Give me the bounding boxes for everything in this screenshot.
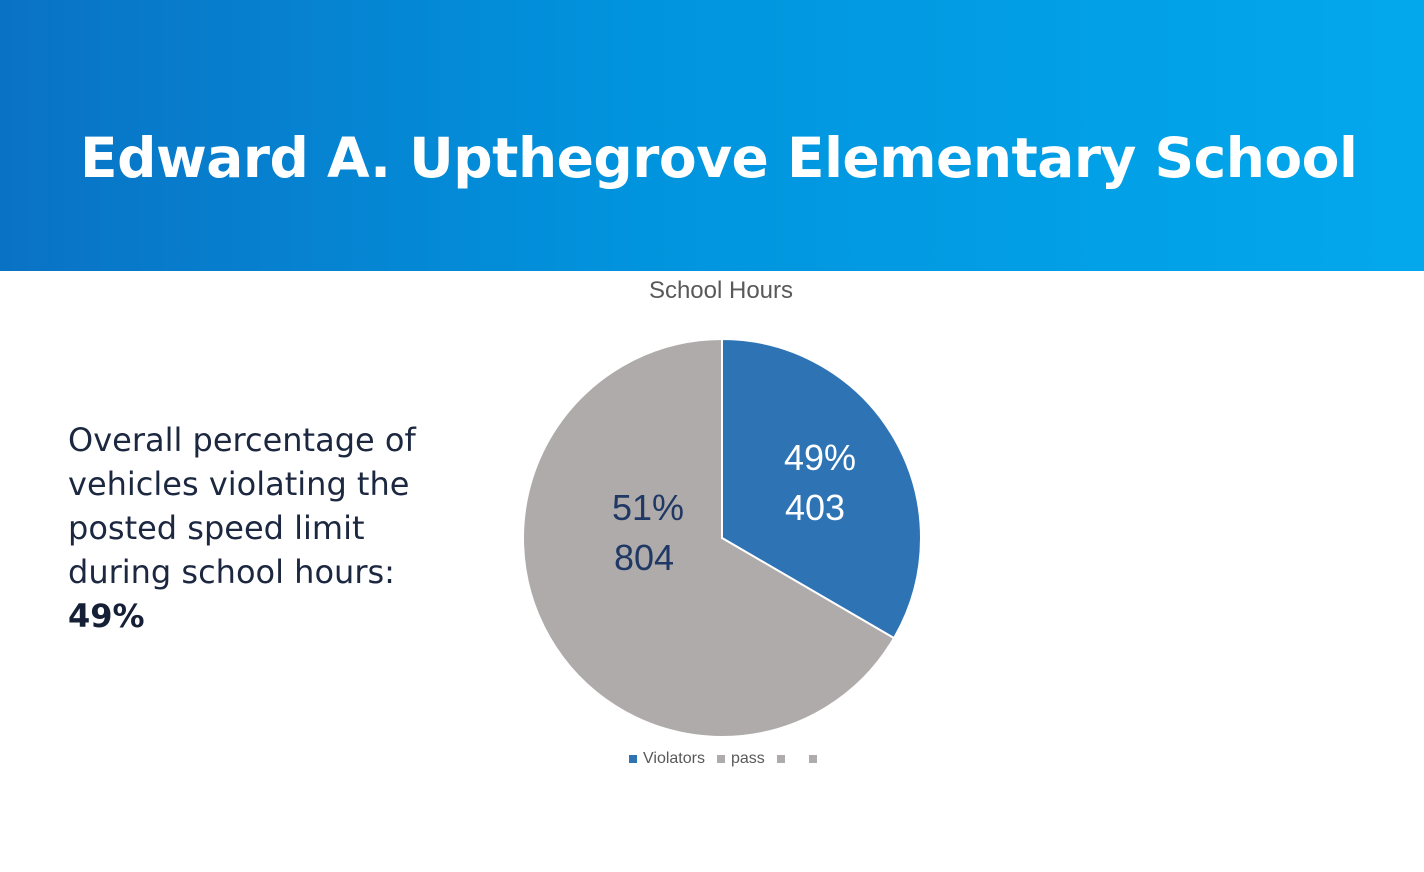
legend-swatch xyxy=(777,755,785,763)
legend-swatch xyxy=(717,755,725,763)
legend-label: Violators xyxy=(643,750,705,767)
summary-highlight: 49% xyxy=(68,597,145,635)
slice-value-label: 403 xyxy=(784,487,846,528)
slice-value-label: 804 xyxy=(613,537,675,578)
legend-item xyxy=(809,755,823,763)
chart-title: School Hours xyxy=(648,277,794,304)
legend-item xyxy=(717,750,765,768)
chart-legend xyxy=(629,750,841,768)
slice-percent-label: 51% xyxy=(611,487,685,528)
slice-percent-label: 49% xyxy=(783,437,857,478)
legend-swatch xyxy=(809,755,817,763)
legend-swatch xyxy=(629,755,637,763)
summary-description: Overall percentage of vehicles violating the posted speed limit during school hours: xyxy=(68,421,416,591)
legend-item xyxy=(629,750,705,768)
page-title: Edward A. Upthegrove Elementary School xyxy=(80,126,1358,190)
legend-item xyxy=(777,755,791,763)
legend-label: pass xyxy=(730,750,765,767)
